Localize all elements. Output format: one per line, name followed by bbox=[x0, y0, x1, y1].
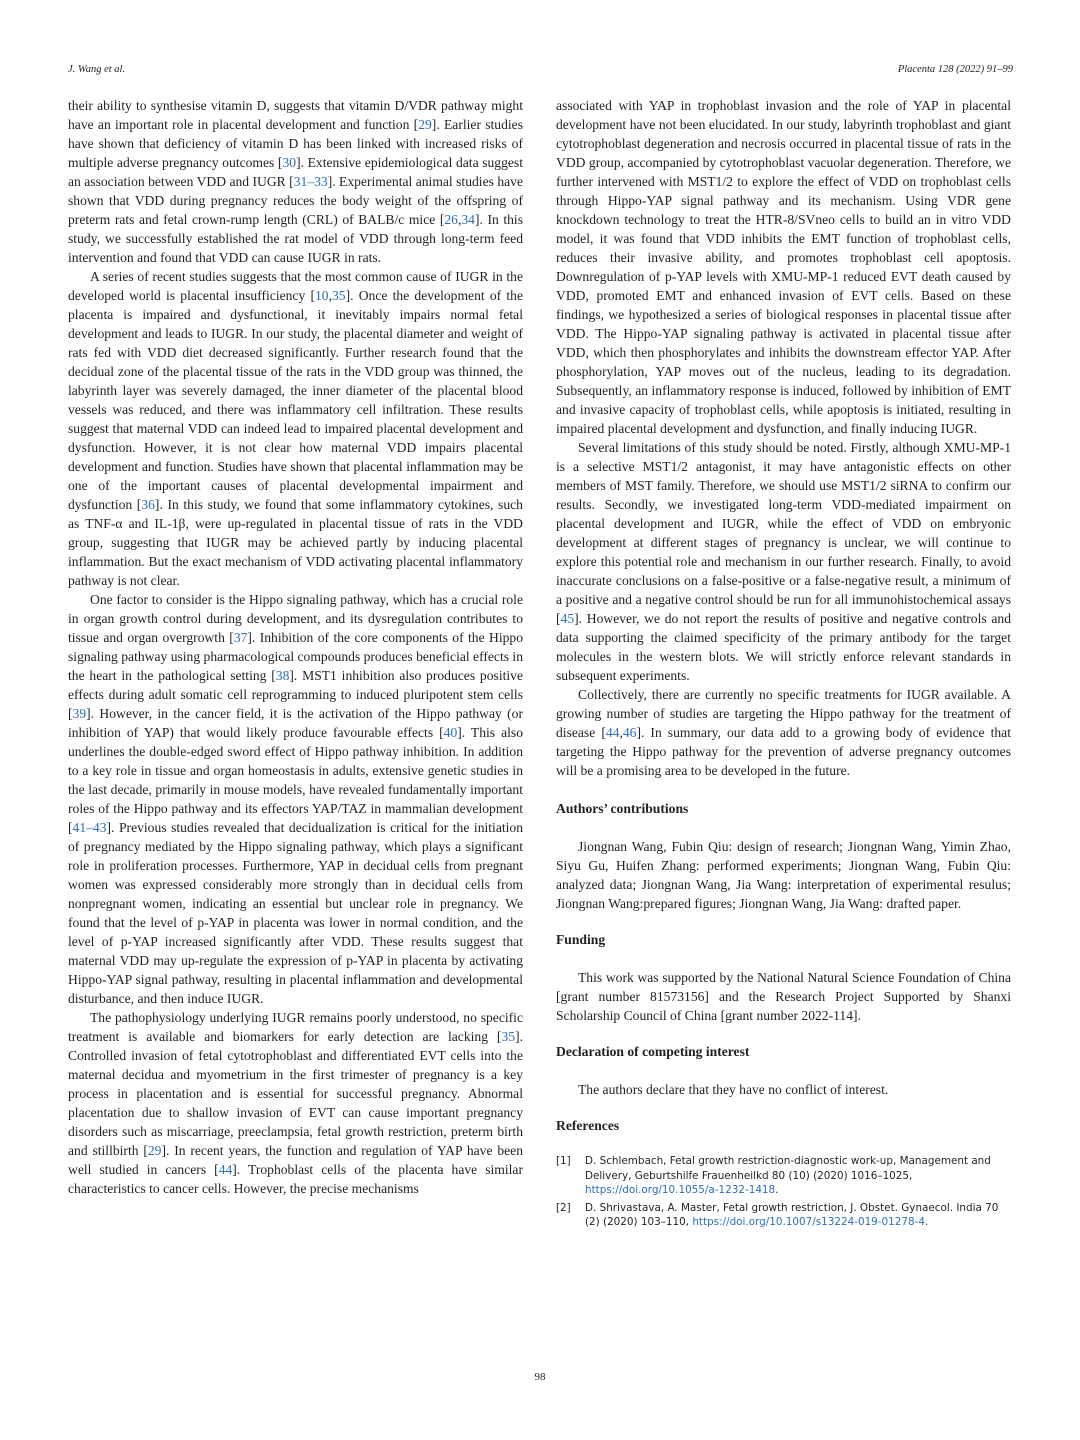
citation-link[interactable]: 40 bbox=[443, 725, 458, 740]
citation-link[interactable]: 30 bbox=[282, 155, 297, 170]
section-heading-references: References bbox=[556, 1118, 620, 1133]
citation-link[interactable]: 34 bbox=[461, 212, 475, 227]
citation-link[interactable]: 35 bbox=[332, 288, 346, 303]
citation-link[interactable]: 36 bbox=[141, 497, 155, 512]
doi-link[interactable]: https://doi.org/10.1007/s13224-019-01278-4 bbox=[692, 1216, 925, 1228]
page-number: 98 bbox=[534, 1371, 546, 1383]
citation-link[interactable]: 41–43 bbox=[72, 820, 107, 835]
left-column-paragraph: their ability to synthesise vitamin D, suggests that vitamin D/VDR pathway might have an important role in placental development and function [29]. Earlier studies have shown that deficiency of vitamin D has been linked with increased risks of multiple adverse pregnancy outcomes [30]. Extensive epidemiological data suggest an association between VDD and IUGR [31–33]. Experimental animal studies have shown that VDD during pregnancy reduces the body weight of the offspring of preterm rats and fetal crown-rump length (CRL) of BALB/c mice [26,34]. In this study, we successfully established the rat model of VDD through long-term feed intervention and found that VDD can cause IUGR in rats. bbox=[68, 98, 523, 265]
citation-link[interactable]: 31–33 bbox=[293, 174, 328, 189]
funding-text: This work was supported by the National Natural Science Foundation of China [grant number 81573156] and the Research Project Supported by Shanxi Scholarship Council of China [grant number 2022-114]. bbox=[556, 970, 1011, 1023]
citation-link[interactable]: 29 bbox=[147, 1143, 162, 1158]
doi-link[interactable]: https://doi.org/10.1055/a-1232-1418 bbox=[585, 1184, 776, 1196]
citation-link[interactable]: 45 bbox=[560, 611, 575, 626]
citation-link[interactable]: 10 bbox=[315, 288, 329, 303]
running-header-journal: Placenta 128 (2022) 91–99 bbox=[897, 64, 1013, 75]
left-column-paragraph: One factor to consider is the Hippo signaling pathway, which has a crucial role in organ growth control during development, and its dysregulation contributes to tissue and organ overgrowth [37]. Inhibition of the core components of the Hippo signaling pathway using pharmacological compounds produces beneficial effects in the heart in the pathological setting [38]. MST1 inhibition also produces positive effects during adult somatic cell reprogramming to induced pluripotent stem cells [39]. However, in the cancer field, it is the activation of the Hippo pathway (or inhibition of YAP) that would likely produce favourable effects [40]. This also underlines the double-edged sword effect of Hippo pathway inhibition. In addition to a key role in tissue and organ homeostasis in adults, extensive genetic studies in the last decade, primarily in mouse models, have revealed fundamentally important roles of the Hippo pathway and its effectors YAP/TAZ in mammalian development [41–43]. Previous studies revealed that decidualization is critical for the initiation of pregnancy mediated by the Hippo signaling pathway, which plays a significant role in proliferation processes. Furthermore, YAP in decidual cells from pregnant women was expressed considerably more strongly than in decidual cells from nonpregnant women, indicating an essential but unclear role in pregnancy. We found that the level of p-YAP in placenta was lower in normal condition, and the level of p-YAP increased significantly after VDD. These results suggest that maternal VDD may up-regulate the expression of p-YAP in placenta by activating Hippo-YAP signal pathway, resulting in placental inflammation and developmental disturbance, and then induce IUGR. bbox=[68, 592, 524, 1006]
reference-number: [1] bbox=[556, 1155, 571, 1167]
citation-link[interactable]: 35 bbox=[501, 1029, 516, 1044]
authors-contributions-text: Jiongnan Wang, Fubin Qiu: design of research; Jiongnan Wang, Yimin Zhao, Siyu Gu, Huifen Zhang: performed experiments; Jiongnan Wang, Fubin Qiu: analyzed data; Jiongnan Wang, Jia Wang: interpretation of experimental resulus; Jiongnan Wang:prepared figures; Jiongnan Wang, Jia Wang: drafted paper. bbox=[556, 839, 1011, 911]
section-heading-funding: Funding bbox=[556, 932, 606, 947]
citation-link[interactable]: 39 bbox=[72, 706, 87, 721]
citation-link[interactable]: 29 bbox=[418, 117, 432, 132]
right-column bbox=[556, 96, 1011, 1233]
reference-text: D. Schlembach, Fetal growth restriction-diagnostic work-up, Management and Delivery, Geburtshilfe Frauenheilkd 80 (10) (2020) 1016–1025, https://doi.org/10.1055/a-1232-1418. bbox=[585, 1155, 991, 1196]
reference-item bbox=[556, 1154, 1011, 1198]
right-column-paragraph: associated with YAP in trophoblast invasion and the role of YAP in placental development have not been elucidated. In our study, labyrinth trophoblast and giant cytotrophoblast degeneration and necrosis occurred in placental tissue of rats in the VDD group, accompanied by cytotrophoblast vacuolar degeneration. Therefore, we further intervened with MST1/2 to explore the effect of VDD on trophoblast cells through Hippo-YAP signal pathway and its mechanism. Using VDR gene knockdown technology to treat the HTR-8/SVneo cells to build an in vitro VDD model, it was found that VDD inhibits the EMT function of trophoblast cells, reduces their invasive ability, and promotes trophoblast cell apoptosis. Downregulation of p-YAP levels with XMU-MP-1 reduced EVT death caused by VDD, promoted EMT and enhanced invasion of EVT cells. Based on these findings, we hypothesized a series of biological responses in placental tissue after VDD. The Hippo-YAP signaling pathway is activated in placental tissue after VDD, which then phosphorylates and inhibits the downstream effector YAP. After phosphorylation, YAP moves out of the nucleus, leading to its degradation. Subsequently, an inflammatory response is induced, followed by inhibition of EMT and invasive capacity of trophoblast cells, while apoptosis is initiated, resulting in impaired placental development and dysfunction, and finally inducing IUGR. bbox=[556, 98, 1011, 436]
right-column-paragraphs bbox=[556, 96, 1011, 780]
right-column-paragraph: Collectively, there are currently no specific treatments for IUGR available. A growing number of studies are targeting the Hippo pathway for the treatment of disease [44,46]. In summary, our data add to a growing body of evidence that targeting the Hippo pathway for the prevention of adverse pregnancy outcomes will be a promising area to be developed in the future. bbox=[556, 687, 1011, 778]
left-column-paragraph: A series of recent studies suggests that the most common cause of IUGR in the developed world is placental insufficiency [10,35]. Once the development of the placenta is impaired and dysfunctional, it inevitably impairs normal fetal development and leads to IUGR. In our study, the placental diameter and weight of rats fed with VDD diet decreased significantly. Further research found that the decidual zone of the placental tissue of the rats in the VDD group was thinned, the labyrinth layer was severely damaged, the inner diameter of the placental blood vessels was reduced, and there was inflammatory cell infiltration. These results suggest that maternal VDD can indeed lead to impaired placental development and dysfunction. However, it is not clear how maternal VDD impairs placental development and function. Studies have shown that placental inflammation may be one of the important causes of placental developmental impairment and dysfunction [36]. In this study, we found that some inflammatory cytokines, such as TNF-α and IL-1β, were up-regulated in placental tissue of rats in the VDD group, suggesting that IUGR may be achieved partly by inducing placental inflammation. But the exact mechanism of VDD activating placental inflammatory pathway is not clear. bbox=[68, 269, 523, 588]
citation-link[interactable]: 44 bbox=[605, 725, 620, 740]
left-column bbox=[68, 96, 523, 1198]
section-heading-authors: Authors’ contributions bbox=[556, 801, 689, 816]
running-header-authors: J. Wang et al. bbox=[68, 64, 126, 75]
reference-text: D. Shrivastava, A. Master, Fetal growth restriction, J. Obstet. Gynaecol. India 70 (2) (2020) 103–110, https://doi.org/10.1007/s13224-019-01278-4. bbox=[585, 1201, 999, 1228]
citation-link[interactable]: 26 bbox=[444, 212, 458, 227]
citation-link[interactable]: 38 bbox=[275, 668, 290, 683]
right-column-paragraph: Several limitations of this study should be noted. Firstly, although XMU-MP-1 is a selective MST1/2 antagonist, it may have antagonistic effects on other members of MST family. Therefore, we should use MST1/2 siRNA to confirm our results. Secondly, we investigated long-term VDD-mediated impairment on placental development and IUGR, while the effect of VDD on embryonic development at different stages of pregnancy is unclear, we will continue to explore this potential role and mechanism in our further research. Finally, to avoid inaccurate conclusions on a false-positive or a false-negative result, a minimum of a positive and a negative control should be run for all immunohistochemical assays [45]. However, we do not report the results of positive and negative controls and data supporting the claimed specificity of the primary antibody for the target molecules in the western blots. We will strictly enforce relevant standards in subsequent experiments. bbox=[556, 440, 1011, 683]
citation-link[interactable]: 44 bbox=[218, 1162, 233, 1177]
reference-list bbox=[556, 1154, 1011, 1230]
reference-number: [2] bbox=[556, 1201, 571, 1214]
citation-link[interactable]: 37 bbox=[233, 630, 248, 645]
left-column-paragraph: The pathophysiology underlying IUGR remains poorly understood, no specific treatment is available and biomarkers for early detection are lacking [35]. Controlled invasion of fetal cytotrophoblast and differentiated EVT cells into the maternal decidua and myometrium in the first trimester of pregnancy is a key process in placentation and is essential for successful pregnancy. Abnormal placentation due to shallow invasion of EVT can cause important pregnancy disorders such as miscarriage, preeclampsia, fetal growth restriction, preterm birth and stillbirth [29]. In recent years, the function and regulation of YAP have been well studied in cancers [44]. Trophoblast cells of the placenta have similar characteristics to cancer cells. However, the precise mechanisms bbox=[68, 1010, 523, 1196]
citation-link[interactable]: 46 bbox=[622, 725, 637, 740]
reference-item bbox=[556, 1201, 1011, 1230]
section-heading-competing-interest: Declaration of competing interest bbox=[556, 1044, 750, 1059]
competing-interest-text: The authors declare that they have no conflict of interest. bbox=[578, 1082, 889, 1097]
